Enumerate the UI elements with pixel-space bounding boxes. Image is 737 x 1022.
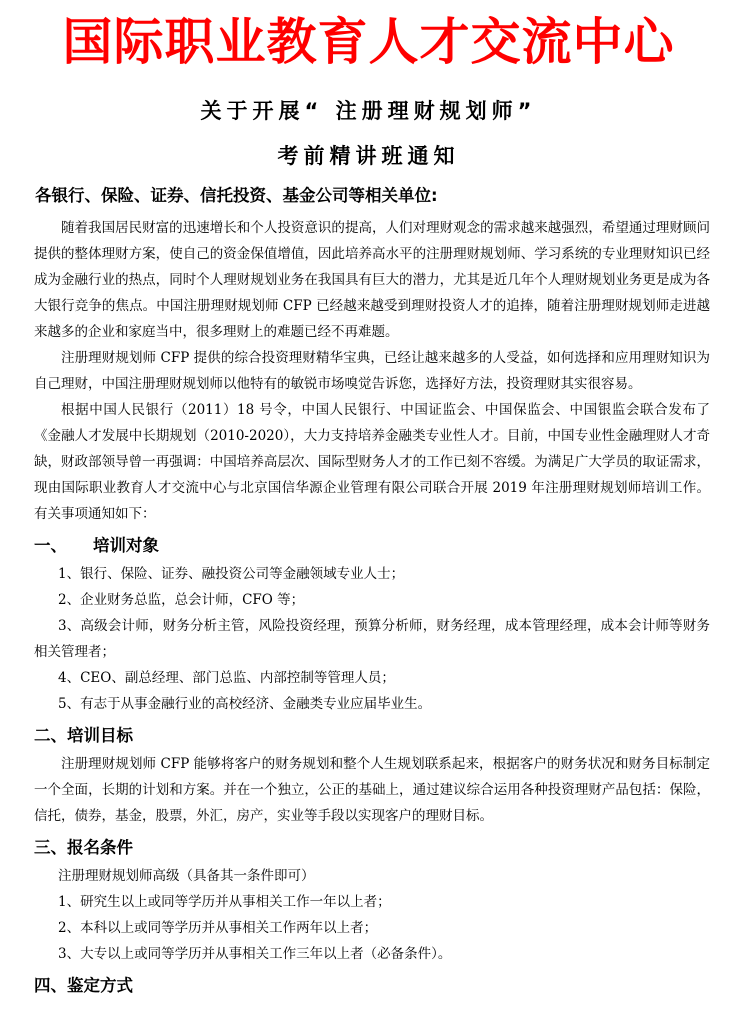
notice-body <box>34 215 710 1001</box>
organization-title: 国际职业教育人才交流中心 <box>62 13 675 71</box>
section-1-heading <box>34 531 710 561</box>
intro-paragraph-1: 随着我国居民财富的迅速增长和个人投资意识的提高，人们对理财观念的需求越来越强烈，希望通过理财顾问提供的整体理财方案，使自己的资金保值增值，因此培养高水平的注册理财规划师、学习系统的专业理财知识已经成为金融行业的热点，同时个人理财规划业务在我国具有巨大的潜力，尤其是近几年个人理财规划业务更是成为各大银行竞争的焦点。中国注册理财规划师 CFP 已经越来越受到理财投资人才的追捧，随着注册理财规划师走进越来越多的企业和家庭当中，很多理财上的难题已经不再难题。 <box>34 220 710 340</box>
notice-title-line2: 考前精讲班通知 <box>277 144 460 168</box>
section-3-item: 3、大专以上或同等学历并从事相关工作三年以上者（必备条件）。 <box>58 946 452 962</box>
intro-paragraph-2: 注册理财规划师 CFP 提供的综合投资理财精华宝典，已经让越来越多的人受益，如何选择和应用理财知识为自己理财，中国注册理财规划师以他特有的敏锐市场嗅觉告诉您，选择好方法，投资理财其实很容易。 <box>34 350 710 392</box>
section-2-body: 注册理财规划师 CFP 能够将客户的财务规划和整个人生规划联系起来，根据客户的财务状况和财务目标制定一个全面，长期的计划和方案。并在一个独立，公正的基础上，通过建议综合运用各种投资理财产品包括：保险，信托，债券，基金，股票，外汇，房产，实业等手段以实现客户的理财目标。 <box>34 756 710 824</box>
notice-title-line1: 关于开展“ 注册理财规划师” <box>200 99 537 123</box>
section-3-item: 2、本科以上或同等学历并从事相关工作两年以上者； <box>58 920 378 936</box>
section-4-heading: 四、鉴定方式 <box>34 976 133 995</box>
section-3-lead: 注册理财规划师高级（具备其一条件即可） <box>58 868 315 884</box>
section-3-item: 1、研究生以上或同等学历并从事相关工作一年以上者； <box>58 894 391 910</box>
section-2-heading: 二、培训目标 <box>34 726 133 745</box>
section-1-number: 一、 <box>34 536 67 555</box>
section-1-item: 2、企业财务总监，总会计师，CFO 等； <box>58 592 305 608</box>
section-1-item: 5、有志于从事金融行业的高校经济、金融类专业应届毕业生。 <box>58 696 432 712</box>
section-1-item: 3、高级会计师，财务分析主管，风险投资经理，预算分析师，财务经理，成本管理经理，成本会计师等财务相关管理者； <box>34 618 710 660</box>
section-1-item: 4、CEO、副总经理、部门总监、内部控制等管理人员； <box>58 670 395 686</box>
intro-paragraph-3: 根据中国人民银行（2011）18 号令，中国人民银行、中国证监会、中国保监会、中国银监会联合发布了《金融人才发展中长期规划（2010-2020），大力支持培养金融类专业性人才。目前，中国专业性金融理财人才奇缺，财政部领导曾一再强调：中国培养高层次、国际型财务人才的工作已刻不容缓。为满足广大学员的取证需求，现由国际职业教育人才交流中心与北京国信华源企业管理有限公司联合开展 2019 年注册理财规划师培训工作。有关事项通知如下： <box>34 402 710 522</box>
section-1-item: 1、银行、保险、证券、融投资公司等金融领域专业人士； <box>58 566 405 582</box>
salutation: 各银行、保险、证券、信托投资、基金公司等相关单位: <box>35 186 438 205</box>
section-3-heading: 三、报名条件 <box>34 838 133 857</box>
section-1-title: 培训对象 <box>93 536 159 555</box>
